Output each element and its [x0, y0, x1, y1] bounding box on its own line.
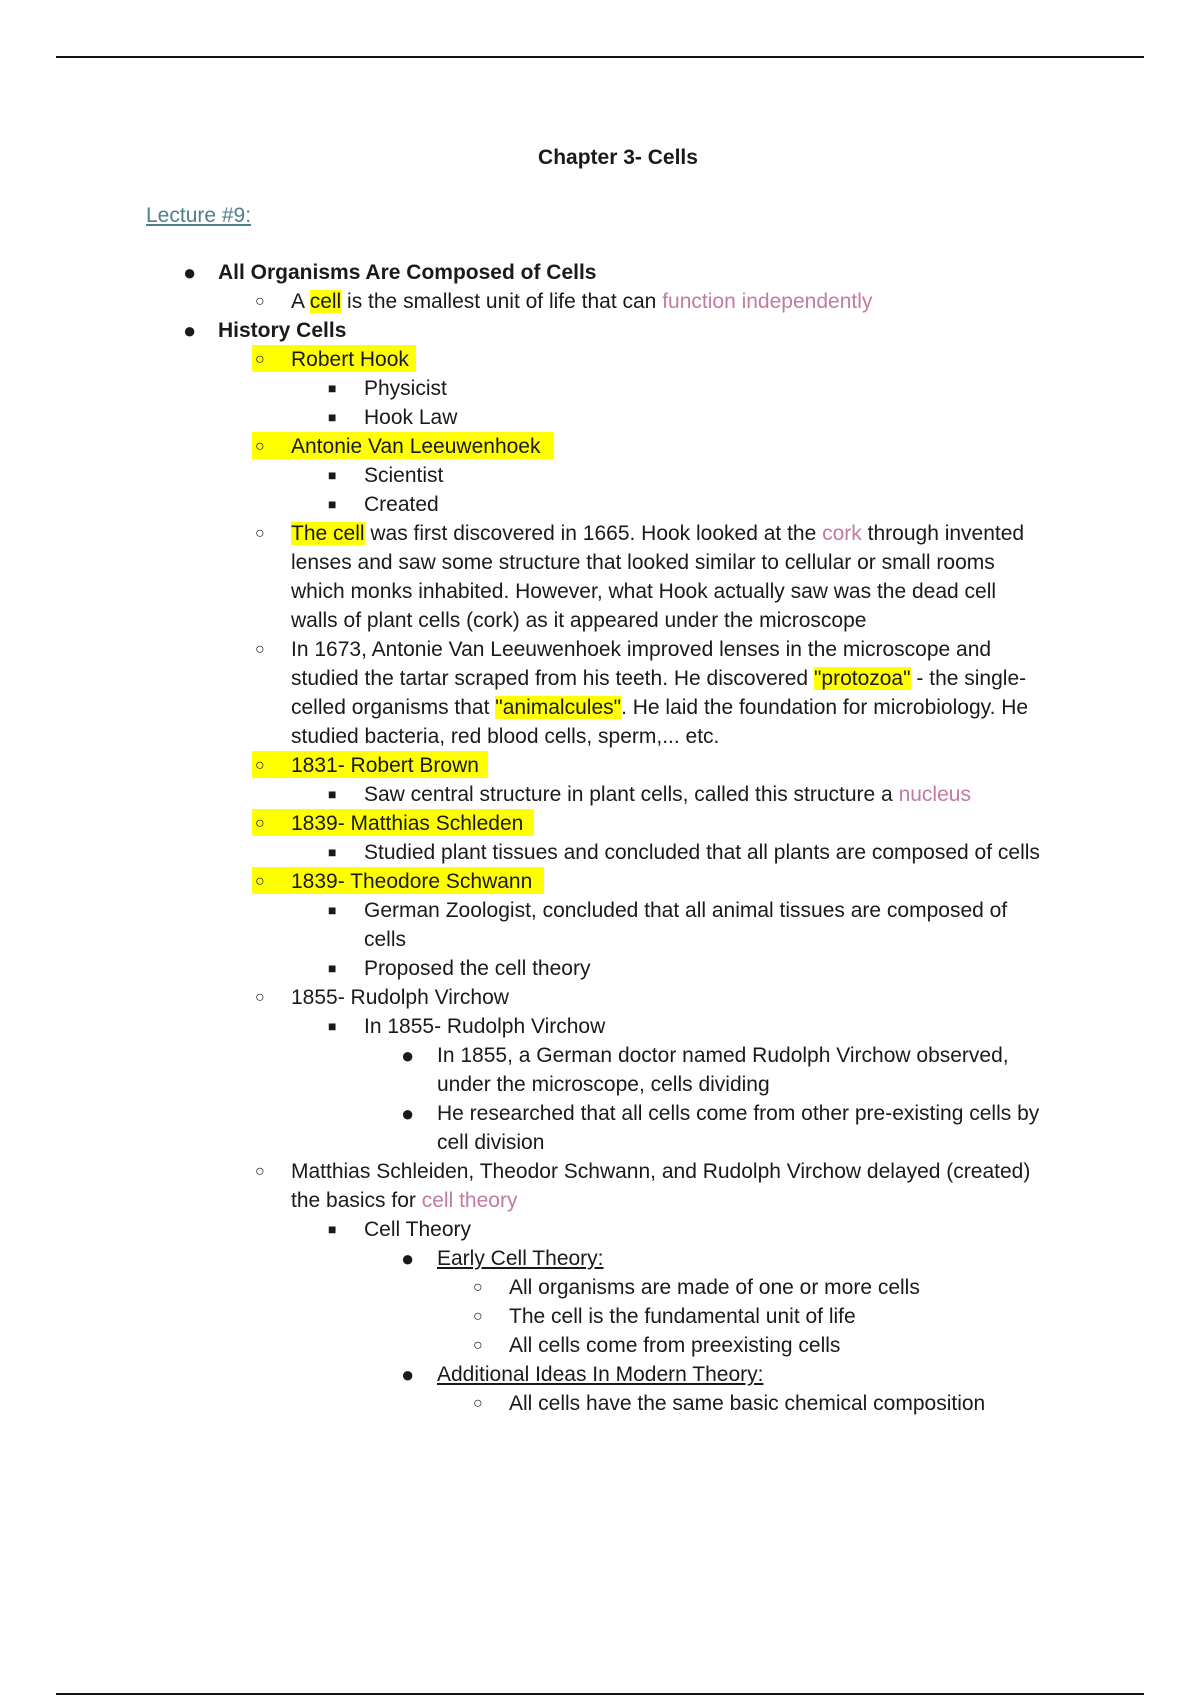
list-item-continuation — [0, 1070, 1200, 1099]
bottom-rule — [56, 1693, 1144, 1695]
list-item-text: the basics for cell theory — [291, 1189, 518, 1212]
square-bullet-icon: ■ — [328, 1018, 337, 1034]
list-item — [0, 461, 1200, 490]
list-item-text: In 1855, a German doctor named Rudolph Virchow observed, — [437, 1044, 1009, 1067]
list-item — [0, 751, 1200, 780]
square-bullet-icon: ■ — [328, 844, 337, 860]
section-heading: History Cells — [218, 319, 347, 342]
list-item — [0, 374, 1200, 403]
list-item — [0, 316, 1200, 345]
list-item-continuation — [0, 664, 1200, 693]
list-item — [0, 838, 1200, 867]
list-item-text: Created — [364, 493, 439, 516]
page-title: Chapter 3- Cells — [538, 146, 698, 169]
list-item-text: He researched that all cells come from other pre-existing cells by — [437, 1102, 1040, 1125]
list-item — [0, 896, 1200, 925]
list-item — [0, 345, 1200, 374]
circle-bullet-icon: ○ — [255, 438, 265, 455]
list-item-continuation — [0, 548, 1200, 577]
list-item-text: All cells have the same basic chemical composition — [509, 1392, 986, 1415]
disc-bullet-icon: ● — [183, 260, 197, 285]
circle-bullet-icon: ○ — [473, 1395, 483, 1412]
list-item — [0, 635, 1200, 664]
disc-bullet-icon: ● — [401, 1246, 415, 1271]
list-item-text: Physicist — [364, 377, 447, 400]
list-item-text: 1831- Robert Brown — [291, 754, 479, 777]
list-item — [0, 1273, 1200, 1302]
list-item-text: The cell is the fundamental unit of life — [509, 1305, 856, 1328]
list-item — [0, 1389, 1200, 1418]
circle-bullet-icon: ○ — [255, 757, 265, 774]
list-item-continuation — [0, 1186, 1200, 1215]
list-item-text: Hook Law — [364, 406, 458, 429]
list-item-text: lenses and saw some structure that looked similar to cellular or small rooms — [291, 551, 995, 574]
circle-bullet-icon: ○ — [255, 351, 265, 368]
square-bullet-icon: ■ — [328, 409, 337, 425]
list-item-text: celled organisms that "animalcules". He laid the foundation for microbiology. He — [291, 696, 1029, 719]
square-bullet-icon: ■ — [328, 380, 337, 396]
list-item — [0, 1331, 1200, 1360]
list-item — [0, 1157, 1200, 1186]
list-item-continuation — [0, 577, 1200, 606]
list-item-continuation — [0, 925, 1200, 954]
top-rule — [56, 56, 1144, 58]
list-item-text: A cell is the smallest unit of life that can function independently — [291, 290, 873, 313]
subheading: Additional Ideas In Modern Theory: — [437, 1363, 764, 1386]
list-item — [0, 287, 1200, 316]
list-item-text: under the microscope, cells dividing — [437, 1073, 770, 1096]
list-item-text: The cell was first discovered in 1665. Hook looked at the cork through invented — [291, 522, 1025, 545]
circle-bullet-icon: ○ — [255, 815, 265, 832]
list-item — [0, 1244, 1200, 1273]
list-item — [0, 954, 1200, 983]
list-item-text: Scientist — [364, 464, 444, 487]
list-item — [0, 983, 1200, 1012]
square-bullet-icon: ■ — [328, 496, 337, 512]
list-item-text: cells — [364, 928, 407, 951]
list-item-text: Antonie Van Leeuwenhoek — [291, 435, 541, 458]
square-bullet-icon: ■ — [328, 786, 337, 802]
disc-bullet-icon: ● — [401, 1043, 415, 1068]
list-item-text: cell division — [437, 1131, 545, 1154]
list-item-text: Cell Theory — [364, 1218, 471, 1241]
list-item — [0, 1099, 1200, 1128]
list-item — [0, 432, 1200, 461]
list-item-text: Matthias Schleiden, Theodor Schwann, and Rudolph Virchow delayed (created) — [291, 1160, 1031, 1183]
list-item-text: German Zoologist, concluded that all animal tissues are composed of — [364, 899, 1008, 922]
list-item-text: walls of plant cells (cork) as it appeared under the microscope — [291, 609, 867, 632]
list-item — [0, 258, 1200, 287]
list-item-text: In 1673, Antonie Van Leeuwenhoek improved lenses in the microscope and — [291, 638, 992, 661]
list-item — [0, 519, 1200, 548]
list-item-text: Studied plant tissues and concluded that all plants are composed of cells — [364, 841, 1040, 864]
list-item-text: studied bacteria, red blood cells, sperm,... etc. — [291, 725, 720, 748]
list-item-text: 1839- Theodore Schwann — [291, 870, 533, 893]
list-item — [0, 809, 1200, 838]
circle-bullet-icon: ○ — [473, 1337, 483, 1354]
list-item-continuation — [0, 693, 1200, 722]
list-item-text: All cells come from preexisting cells — [509, 1334, 841, 1357]
list-item — [0, 1360, 1200, 1389]
list-item-text: 1839- Matthias Schleden — [291, 812, 524, 835]
list-item-text: which monks inhabited. However, what Hook actually saw was the dead cell — [291, 580, 997, 603]
list-item-text: In 1855- Rudolph Virchow — [364, 1015, 606, 1038]
list-item-text: Saw central structure in plant cells, called this structure a nucleus — [364, 783, 971, 806]
list-item — [0, 780, 1200, 809]
list-item — [0, 403, 1200, 432]
square-bullet-icon: ■ — [328, 960, 337, 976]
disc-bullet-icon: ● — [401, 1101, 415, 1126]
square-bullet-icon: ■ — [328, 902, 337, 918]
list-item-text: Robert Hook — [291, 348, 409, 371]
list-item — [0, 867, 1200, 896]
list-item — [0, 1302, 1200, 1331]
circle-bullet-icon: ○ — [255, 525, 265, 542]
square-bullet-icon: ■ — [328, 467, 337, 483]
list-item — [0, 490, 1200, 519]
square-bullet-icon: ■ — [328, 1221, 337, 1237]
circle-bullet-icon: ○ — [255, 293, 265, 310]
list-item — [0, 1012, 1200, 1041]
list-item-continuation — [0, 1128, 1200, 1157]
list-item — [0, 1215, 1200, 1244]
circle-bullet-icon: ○ — [255, 1163, 265, 1180]
subheading: Early Cell Theory: — [437, 1247, 604, 1270]
circle-bullet-icon: ○ — [255, 641, 265, 658]
circle-bullet-icon: ○ — [255, 873, 265, 890]
notes-content — [0, 258, 1200, 1418]
circle-bullet-icon: ○ — [255, 989, 265, 1006]
section-heading: All Organisms Are Composed of Cells — [218, 261, 597, 284]
list-item-continuation — [0, 722, 1200, 751]
list-item-continuation — [0, 606, 1200, 635]
disc-bullet-icon: ● — [401, 1362, 415, 1387]
circle-bullet-icon: ○ — [473, 1308, 483, 1325]
list-item-text: Proposed the cell theory — [364, 957, 591, 980]
list-item-text: All organisms are made of one or more cells — [509, 1276, 920, 1299]
circle-bullet-icon: ○ — [473, 1279, 483, 1296]
disc-bullet-icon: ● — [183, 318, 197, 343]
list-item-text: studied the tartar scraped from his teeth. He discovered "protozoa" - the single- — [291, 667, 1027, 690]
lecture-link[interactable]: Lecture #9: — [146, 204, 252, 227]
list-item — [0, 1041, 1200, 1070]
list-item-text: 1855- Rudolph Virchow — [291, 986, 509, 1009]
